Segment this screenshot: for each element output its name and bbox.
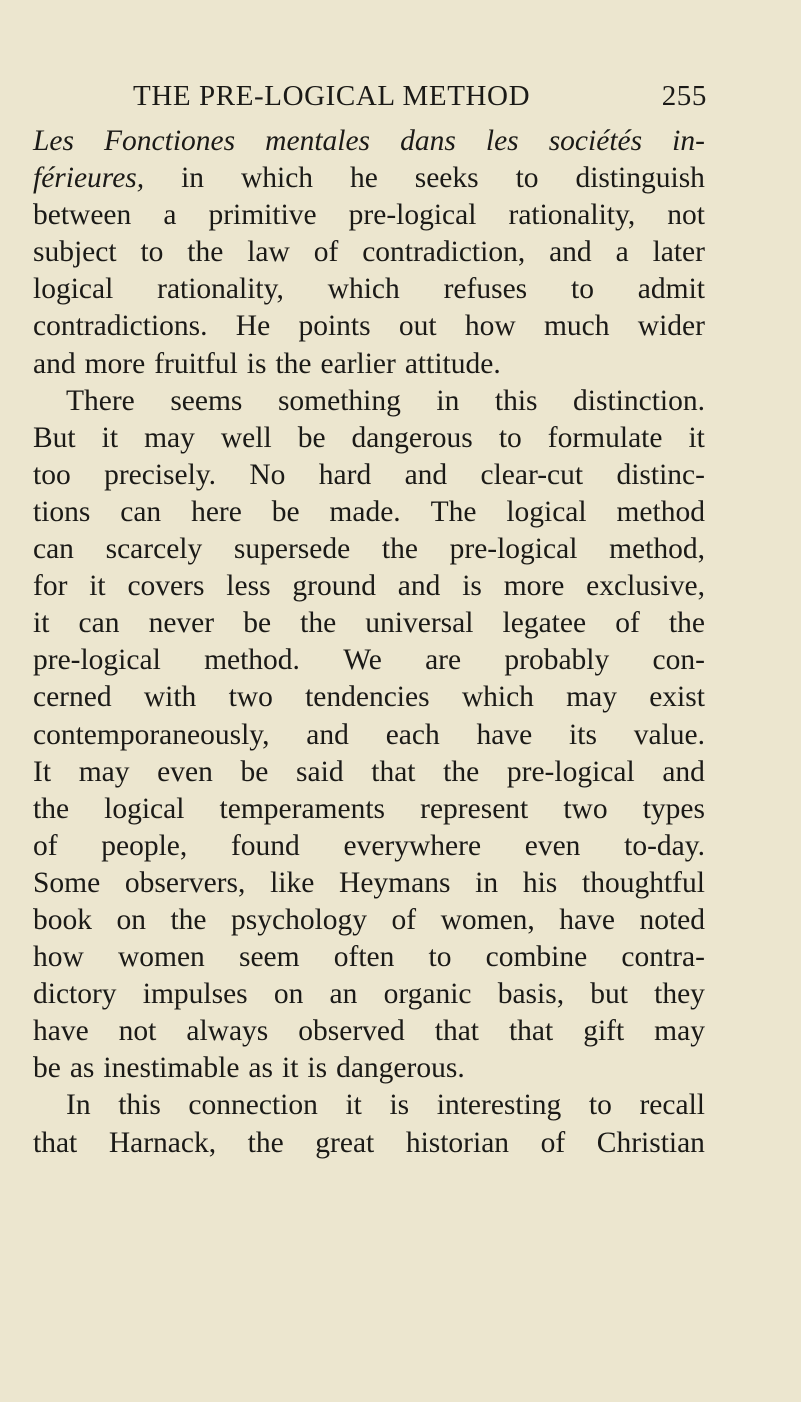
text-line bbox=[33, 1087, 705, 1124]
word: covers bbox=[127, 570, 205, 603]
word: never bbox=[148, 607, 215, 640]
word: out bbox=[398, 310, 437, 343]
word: that bbox=[508, 1015, 554, 1048]
word: Heymans bbox=[339, 866, 451, 899]
word: No bbox=[249, 458, 286, 491]
text-line bbox=[33, 346, 705, 383]
word: the bbox=[275, 347, 312, 380]
word: it bbox=[33, 607, 50, 640]
word: In bbox=[66, 1089, 91, 1122]
word: with bbox=[143, 681, 197, 714]
word: logical bbox=[506, 495, 587, 528]
word: to bbox=[498, 421, 522, 454]
word: too bbox=[33, 458, 71, 491]
word: the bbox=[300, 607, 337, 640]
word: is bbox=[462, 570, 482, 603]
word: The bbox=[430, 495, 477, 528]
word: women bbox=[117, 941, 205, 974]
word: exist bbox=[649, 681, 705, 714]
word: much bbox=[543, 310, 610, 343]
word: clear-cut bbox=[480, 458, 584, 491]
word: may bbox=[654, 1015, 705, 1048]
word: fruitful bbox=[154, 347, 238, 380]
word: dangerous. bbox=[336, 1052, 465, 1085]
word: combine bbox=[485, 941, 588, 974]
text-line bbox=[33, 234, 705, 271]
word: on bbox=[273, 978, 304, 1011]
word: of bbox=[313, 236, 339, 269]
text-line bbox=[33, 568, 705, 605]
word: an bbox=[329, 978, 358, 1011]
word: made. bbox=[329, 495, 401, 528]
word: dans bbox=[400, 125, 456, 157]
word: is bbox=[246, 347, 267, 380]
word: may bbox=[78, 755, 130, 788]
word: férieures, bbox=[33, 162, 145, 195]
word: be bbox=[297, 421, 326, 454]
word: basis, bbox=[497, 978, 565, 1011]
word: But bbox=[33, 421, 76, 454]
word: con- bbox=[652, 644, 705, 677]
word: historian bbox=[405, 1126, 510, 1159]
word: to bbox=[588, 1089, 612, 1122]
word: observed bbox=[298, 1015, 405, 1048]
word: seems bbox=[170, 384, 243, 417]
word: is bbox=[389, 1089, 410, 1122]
word: have bbox=[559, 903, 615, 936]
word: be bbox=[243, 607, 272, 640]
word: may bbox=[144, 421, 195, 454]
word: wider bbox=[637, 310, 705, 343]
word: found bbox=[230, 829, 300, 862]
word: Some bbox=[33, 866, 101, 899]
word: points bbox=[298, 310, 371, 343]
word: not bbox=[667, 199, 705, 232]
word: There bbox=[66, 384, 135, 417]
word: ground bbox=[292, 570, 376, 603]
word: between bbox=[33, 199, 132, 232]
word: be bbox=[240, 755, 269, 788]
word: well bbox=[220, 421, 272, 454]
word: the bbox=[187, 236, 224, 269]
text-line bbox=[33, 717, 705, 754]
word: and bbox=[404, 458, 448, 491]
word: in bbox=[181, 162, 205, 195]
text-line bbox=[33, 902, 705, 939]
word: it bbox=[345, 1089, 362, 1122]
word: admit bbox=[637, 273, 705, 306]
word: law bbox=[247, 236, 290, 269]
running-head bbox=[133, 76, 707, 116]
word: contra- bbox=[621, 941, 705, 974]
word: but bbox=[590, 978, 628, 1011]
word: subject bbox=[33, 236, 117, 269]
word: distinguish bbox=[575, 162, 705, 195]
running-head-title: THE PRE-LOGICAL METHOD bbox=[133, 80, 531, 112]
word: It bbox=[33, 755, 52, 788]
word: as bbox=[69, 1052, 95, 1085]
text-line bbox=[33, 308, 705, 345]
word: of bbox=[540, 1126, 566, 1159]
word: noted bbox=[639, 903, 705, 936]
word: contemporaneously, bbox=[33, 718, 270, 751]
word: and bbox=[549, 236, 592, 269]
word: like bbox=[270, 866, 315, 899]
word: even bbox=[524, 829, 581, 862]
word: not bbox=[118, 1015, 157, 1048]
word: often bbox=[333, 941, 395, 974]
text-line bbox=[33, 791, 705, 828]
word: always bbox=[186, 1015, 269, 1048]
word: two bbox=[228, 681, 273, 714]
word: that bbox=[33, 1126, 78, 1159]
word: two bbox=[563, 792, 608, 825]
text-line bbox=[33, 1013, 705, 1050]
word: method, bbox=[609, 533, 705, 566]
word: how bbox=[33, 941, 84, 974]
word: in bbox=[475, 866, 499, 899]
text-line bbox=[33, 1050, 705, 1087]
word: legatee bbox=[502, 607, 587, 640]
text-line bbox=[33, 1125, 705, 1162]
word: may bbox=[566, 681, 617, 714]
word: to bbox=[140, 236, 164, 269]
word: pre-logical bbox=[33, 644, 161, 677]
word: the bbox=[443, 755, 480, 788]
word: of bbox=[33, 829, 58, 862]
text-line bbox=[33, 420, 705, 457]
word: book bbox=[33, 903, 92, 936]
word: rationality, bbox=[157, 273, 284, 306]
word: supersede bbox=[233, 533, 351, 566]
word: types bbox=[642, 792, 705, 825]
word: this bbox=[118, 1089, 161, 1122]
word: dictory bbox=[33, 978, 117, 1011]
word: seeks bbox=[414, 162, 479, 195]
word: in bbox=[436, 384, 460, 417]
word: to bbox=[515, 162, 539, 195]
text-line bbox=[33, 457, 705, 494]
word: of bbox=[391, 903, 417, 936]
word: Harnack, bbox=[108, 1126, 217, 1159]
word: the bbox=[668, 607, 705, 640]
word: is bbox=[307, 1052, 328, 1085]
text-line bbox=[33, 197, 705, 234]
word: less bbox=[226, 570, 271, 603]
word: logical bbox=[33, 273, 114, 306]
word: represent bbox=[420, 792, 529, 825]
word: interesting bbox=[436, 1089, 562, 1122]
word: its bbox=[569, 718, 597, 751]
word: rationality, bbox=[508, 199, 636, 232]
word: seem bbox=[238, 941, 300, 974]
word: to bbox=[428, 941, 452, 974]
word: exclusive, bbox=[586, 570, 705, 603]
word: formulate bbox=[547, 421, 663, 454]
word: the bbox=[381, 533, 418, 566]
word: tendencies bbox=[305, 681, 430, 714]
word: impulses bbox=[142, 978, 248, 1011]
word: can bbox=[78, 607, 120, 640]
word: this bbox=[494, 384, 538, 417]
word: method bbox=[616, 495, 705, 528]
text-line bbox=[33, 754, 705, 791]
word: contradiction, bbox=[362, 236, 526, 269]
word: cerned bbox=[33, 681, 112, 714]
word: distinc- bbox=[616, 458, 705, 491]
word: recall bbox=[639, 1089, 705, 1122]
text-line bbox=[33, 828, 705, 865]
word: more bbox=[503, 570, 565, 603]
word: on bbox=[116, 903, 146, 936]
word: that bbox=[434, 1015, 479, 1048]
word: inestimable bbox=[103, 1052, 240, 1085]
word: pre-logical bbox=[348, 199, 477, 232]
word: universal bbox=[365, 607, 474, 640]
word: can bbox=[120, 495, 162, 528]
word: it bbox=[282, 1052, 299, 1085]
word: Les bbox=[33, 125, 74, 157]
word: here bbox=[191, 495, 242, 528]
word: be bbox=[271, 495, 300, 528]
word: the bbox=[170, 903, 207, 936]
word: it bbox=[688, 421, 705, 454]
word: connection bbox=[188, 1089, 318, 1122]
text-line bbox=[33, 494, 705, 531]
text-line bbox=[33, 605, 705, 642]
word: more bbox=[84, 347, 146, 380]
word: they bbox=[654, 978, 705, 1011]
word: tions bbox=[33, 495, 91, 528]
word: pre-logical bbox=[506, 755, 635, 788]
word: which bbox=[240, 162, 314, 195]
word: temperaments bbox=[219, 792, 386, 825]
word: pre-logical bbox=[449, 533, 578, 566]
word: for bbox=[33, 570, 68, 603]
word: les bbox=[485, 125, 519, 157]
word: refuses bbox=[443, 273, 528, 306]
word: scarcely bbox=[105, 533, 203, 566]
word: great bbox=[315, 1126, 375, 1159]
word: his bbox=[522, 866, 558, 899]
word: We bbox=[343, 644, 382, 677]
word: primitive bbox=[208, 199, 317, 232]
text-line bbox=[33, 531, 705, 568]
word: how bbox=[464, 310, 516, 343]
word: earlier bbox=[320, 347, 396, 380]
word: He bbox=[235, 310, 271, 343]
word: are bbox=[425, 644, 462, 677]
word: sociétés bbox=[548, 125, 643, 157]
word: have bbox=[33, 1015, 89, 1048]
text-line bbox=[33, 123, 705, 160]
word: can bbox=[33, 533, 74, 566]
word: he bbox=[349, 162, 378, 195]
word: as bbox=[248, 1052, 273, 1085]
body-text bbox=[33, 123, 705, 1162]
word: value. bbox=[633, 718, 705, 751]
word: thoughtful bbox=[582, 866, 705, 899]
word: everywhere bbox=[343, 829, 482, 862]
word: to-day. bbox=[624, 829, 705, 862]
word: be bbox=[33, 1052, 61, 1085]
word: dangerous bbox=[351, 421, 473, 454]
word: later bbox=[652, 236, 705, 269]
word: and bbox=[397, 570, 441, 603]
word: gift bbox=[583, 1015, 625, 1048]
word: mentales bbox=[265, 125, 371, 157]
word: women, bbox=[440, 903, 535, 936]
word: method. bbox=[204, 644, 300, 677]
word: distinction. bbox=[573, 384, 705, 417]
page-number: 255 bbox=[661, 80, 707, 112]
word: contradictions. bbox=[33, 310, 208, 343]
word: even bbox=[157, 755, 213, 788]
word: which bbox=[327, 273, 400, 306]
text-line bbox=[33, 976, 705, 1013]
word: precisely. bbox=[104, 458, 216, 491]
word: hard bbox=[318, 458, 372, 491]
word: said bbox=[296, 755, 344, 788]
word: in- bbox=[672, 125, 705, 157]
text-line bbox=[33, 939, 705, 976]
word: it bbox=[89, 570, 106, 603]
word: observers, bbox=[124, 866, 246, 899]
word: probably bbox=[504, 644, 610, 677]
word: and bbox=[33, 347, 76, 380]
word: people, bbox=[101, 829, 188, 862]
text-line bbox=[33, 865, 705, 902]
word: something bbox=[277, 384, 401, 417]
word: organic bbox=[383, 978, 472, 1011]
word: of bbox=[615, 607, 640, 640]
word: psychology bbox=[231, 903, 368, 936]
word: attitude. bbox=[404, 347, 501, 380]
text-line bbox=[33, 642, 705, 679]
text-line bbox=[33, 383, 705, 420]
word: that bbox=[371, 755, 416, 788]
word: which bbox=[461, 681, 534, 714]
word: have bbox=[476, 718, 533, 751]
word: each bbox=[385, 718, 440, 751]
text-line bbox=[33, 679, 705, 716]
word: logical bbox=[104, 792, 185, 825]
word: Fonctiones bbox=[104, 125, 236, 157]
word: it bbox=[101, 421, 119, 454]
word: the bbox=[247, 1126, 284, 1159]
word: and bbox=[306, 718, 349, 751]
text-line bbox=[33, 160, 705, 197]
word: the bbox=[33, 792, 70, 825]
word: and bbox=[662, 755, 705, 788]
word: to bbox=[571, 273, 594, 306]
text-line bbox=[33, 271, 705, 308]
word: a bbox=[615, 236, 629, 269]
word: Christian bbox=[596, 1126, 705, 1159]
word: a bbox=[163, 199, 177, 232]
